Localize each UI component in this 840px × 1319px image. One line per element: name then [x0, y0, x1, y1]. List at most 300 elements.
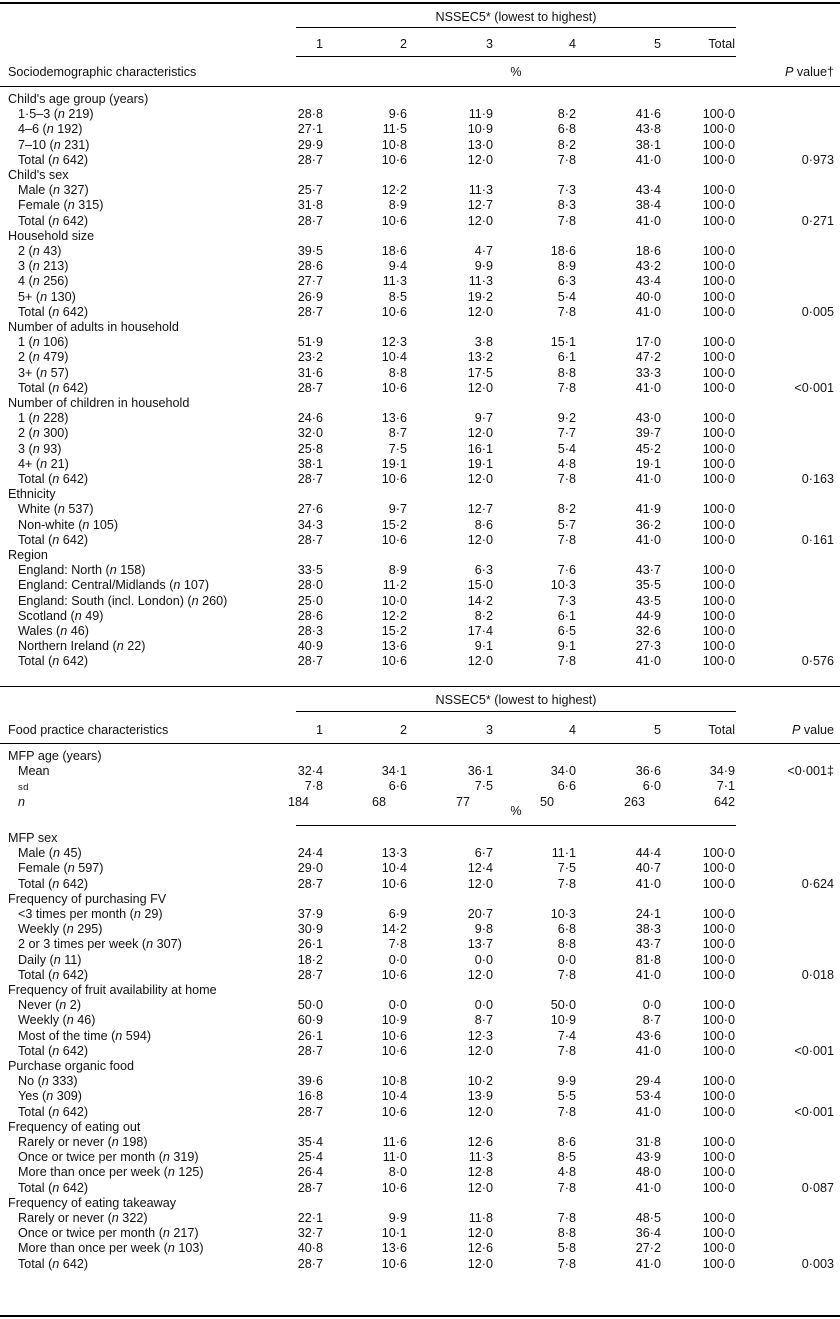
row-label: 2 or 3 times per week (n 307) [18, 937, 182, 952]
cell-value: 100·0 [702, 654, 735, 669]
cell-value: 100·0 [702, 1165, 735, 1180]
cell-value: 10·6 [381, 380, 407, 395]
cell-value: 12·0 [467, 967, 493, 982]
cell-value: 100·0 [702, 335, 735, 350]
cell-value: 18·6 [550, 244, 576, 258]
cell-value: 13·3 [381, 846, 407, 861]
cell-value: 32·0 [297, 426, 323, 441]
cell-value: 7·5 [557, 861, 576, 876]
cell-value: 14·2 [467, 593, 493, 608]
cell-value: 100·0 [702, 532, 735, 547]
cell-value: 10·8 [381, 1074, 407, 1089]
cell-value: 7·8 [557, 152, 576, 167]
row-label: More than once per week (n 103) [18, 1241, 204, 1256]
col2-header-4: 4 [568, 723, 576, 737]
cell-value: 26·1 [297, 937, 323, 952]
cell-value: 12·7 [467, 198, 493, 213]
cell-value: 7·8 [557, 654, 576, 669]
cell-value: 10·6 [381, 1043, 407, 1058]
cell-value: 41·0 [635, 472, 661, 486]
p-value: 0·271 [801, 213, 834, 228]
cell-value: 51·9 [297, 335, 323, 350]
cell-value: 35·5 [635, 578, 661, 593]
cell-value: 28·7 [297, 1256, 323, 1271]
cell-value: 13·0 [467, 137, 493, 152]
cell-value: 40·7 [635, 861, 661, 876]
cell-value: 7·6 [557, 563, 576, 578]
group-heading: Frequency of purchasing FV [8, 891, 167, 906]
cell-value: 28·8 [297, 107, 323, 122]
cell-value: 7·7 [557, 426, 576, 441]
cell-value: 26·9 [297, 289, 323, 304]
cell-value: 12·2 [381, 608, 407, 623]
group-heading: Frequency of eating takeaway [8, 1195, 177, 1210]
cell-value: 12·6 [467, 1135, 493, 1149]
row-label: Total (n 642) [18, 380, 89, 395]
cell-value: 34·1 [381, 764, 407, 779]
section2-top-rule [0, 686, 840, 687]
cell-value: 6·1 [557, 608, 576, 623]
row-label: Total (n 642) [18, 1256, 89, 1271]
cell-value: 6·1 [557, 350, 576, 365]
cell-value: 28·7 [297, 472, 323, 486]
cell-value: 77 [456, 794, 471, 809]
cell-value: 24·1 [635, 907, 661, 921]
cell-value: 10·6 [381, 654, 407, 669]
cell-value: 41·0 [635, 1256, 661, 1271]
cell-value: 8·6 [557, 1135, 576, 1149]
cell-value: 9·8 [474, 922, 493, 937]
cell-value: 7·8 [557, 472, 576, 486]
cell-value: 100·0 [702, 967, 735, 982]
percent-rule-2 [296, 825, 736, 826]
group-heading: Purchase organic food [8, 1059, 135, 1073]
cell-value: 5·4 [557, 289, 576, 304]
cell-value: 11·3 [382, 274, 407, 289]
cell-value: 100·0 [702, 152, 735, 167]
cell-value: 39·7 [635, 426, 661, 441]
cell-value: 11·8 [468, 1211, 493, 1225]
cell-value: 100·0 [702, 1135, 735, 1149]
cell-value: 25·4 [297, 1150, 323, 1165]
cell-value: 5·5 [557, 1089, 576, 1104]
cell-value: 100·0 [702, 365, 735, 380]
row-label: Rarely or never (n 322) [18, 1211, 148, 1225]
cell-value: 642 [713, 794, 735, 809]
p-value: <0·001 [794, 380, 834, 395]
p-value: 0·087 [801, 1180, 834, 1195]
cell-value: 100·0 [702, 380, 735, 395]
cell-value: 7·8 [557, 1104, 576, 1119]
unit-percent-2: % [510, 804, 522, 818]
cell-value: 43·0 [635, 411, 661, 426]
row-label: 2 (n 300) [18, 426, 69, 441]
cell-value: 100·0 [702, 350, 735, 365]
row-label: Weekly (n 46) [18, 1013, 96, 1028]
cell-value: 41·0 [635, 1104, 661, 1119]
cell-value: 28·7 [297, 532, 323, 547]
cell-value: 43·8 [635, 122, 661, 137]
row-label: Total (n 642) [18, 213, 89, 228]
row-label: 5+ (n 130) [18, 289, 76, 304]
cell-value: 28·0 [297, 578, 323, 593]
cell-value: 38·4 [635, 198, 661, 213]
cell-value: 100·0 [702, 198, 735, 213]
row-label: Rarely or never (n 198) [18, 1135, 148, 1149]
row-label: Non-white (n 105) [18, 517, 119, 532]
cell-value: 8·3 [557, 198, 576, 213]
cell-value: 9·9 [474, 259, 493, 274]
cell-value: 41·0 [635, 1043, 661, 1058]
cell-value: 7·8 [557, 1043, 576, 1058]
cell-value: 35·4 [297, 1135, 323, 1149]
cell-value: 15·2 [381, 624, 407, 638]
cell-value: 28·7 [297, 967, 323, 982]
row-label: Northern Ireland (n 22) [18, 639, 146, 654]
p-value: 0·163 [801, 472, 834, 486]
cell-value: 10·3 [550, 907, 576, 921]
cell-value: 4·8 [557, 1165, 576, 1180]
cell-value: 22·1 [297, 1211, 323, 1225]
cell-value: 18·2 [297, 952, 323, 967]
row-label: Total (n 642) [18, 1104, 89, 1119]
cell-value: 9·2 [557, 411, 576, 426]
cell-value: 28·7 [297, 304, 323, 319]
group-heading: Ethnicity [8, 487, 56, 502]
cell-value: 0·0 [474, 952, 493, 967]
cell-value: 43·7 [635, 937, 661, 952]
p-value: 0·973 [801, 152, 834, 167]
cell-value: 8·2 [557, 502, 576, 517]
cell-value: 12·2 [381, 183, 407, 198]
cell-value: 17·5 [467, 365, 493, 380]
group-heading: Child's sex [8, 168, 69, 182]
cell-value: 9·4 [388, 259, 407, 274]
cell-value: 100·0 [702, 411, 735, 426]
cell-value: 100·0 [702, 137, 735, 152]
cell-value: 50·0 [297, 998, 323, 1013]
unit-percent: % [510, 65, 522, 79]
cell-value: 13·6 [381, 1241, 407, 1256]
cell-value: 27·7 [297, 274, 323, 289]
cell-value: 0·0 [474, 998, 493, 1013]
cell-value: 40·9 [297, 639, 323, 654]
cell-value: 48·5 [635, 1211, 661, 1225]
row-label: Total (n 642) [18, 152, 89, 167]
group-heading: Frequency of fruit availability at home [8, 983, 217, 997]
cell-value: 11·2 [382, 578, 407, 593]
cell-value: 100·0 [702, 289, 735, 304]
cell-value: 13·7 [467, 937, 493, 952]
cell-value: 7·8 [557, 380, 576, 395]
cell-value: 28·7 [297, 1180, 323, 1195]
cell-value: 8·9 [388, 563, 407, 578]
col2-header-1: 1 [315, 723, 323, 737]
row-label: 1 (n 228) [18, 411, 69, 426]
row-label: Yes (n 309) [18, 1089, 82, 1104]
cell-value: 100·0 [702, 456, 735, 471]
cell-value: 37·9 [297, 907, 323, 921]
col-header-4: 4 [568, 37, 576, 51]
cell-value: 28·7 [297, 213, 323, 228]
cell-value: 13·6 [381, 411, 407, 426]
cell-value: 41·0 [635, 304, 661, 319]
cell-value: 100·0 [702, 517, 735, 532]
cell-value: 7·3 [557, 593, 576, 608]
cell-value: 38·1 [297, 456, 323, 471]
cell-value: 43·7 [635, 563, 661, 578]
header-bottom-rule [0, 86, 840, 87]
cell-value: 31·8 [635, 1135, 661, 1149]
row-label: No (n 333) [18, 1074, 78, 1089]
cell-value: 100·0 [702, 1028, 735, 1043]
cell-value: 11·1 [551, 846, 576, 861]
cell-value: 9·9 [388, 1211, 407, 1225]
cell-value: 28·7 [297, 1043, 323, 1058]
cell-value: 0·0 [642, 998, 661, 1013]
cell-value: 48·0 [635, 1165, 661, 1180]
cell-value: 8·9 [388, 198, 407, 213]
cell-value: 41·6 [635, 107, 661, 122]
cell-value: 12·0 [467, 1256, 493, 1271]
cell-value: 16·1 [467, 441, 493, 456]
cell-value: 8·8 [557, 1226, 576, 1241]
cell-value: 0·0 [388, 998, 407, 1013]
cell-value: 100·0 [702, 122, 735, 137]
cols-rule [296, 56, 736, 57]
cell-value: 100·0 [702, 304, 735, 319]
cell-value: 9·1 [474, 639, 493, 654]
cell-value: 10·6 [381, 1104, 407, 1119]
cell-value: 28·7 [297, 152, 323, 167]
row-label: Once or twice per month (n 319) [18, 1150, 199, 1165]
cell-value: 6·7 [474, 846, 493, 861]
cell-value: 100·0 [702, 563, 735, 578]
cell-value: 100·0 [702, 183, 735, 198]
cell-value: 28·6 [297, 608, 323, 623]
cell-value: 12·8 [467, 1165, 493, 1180]
cell-value: 8·7 [642, 1013, 661, 1028]
cell-value: 41·0 [635, 654, 661, 669]
cell-value: 10·6 [381, 967, 407, 982]
cell-value: 19·1 [467, 456, 493, 471]
cell-value: 10·9 [467, 122, 493, 137]
cell-value: 15·2 [381, 517, 407, 532]
cell-value: 8·7 [474, 1013, 493, 1028]
cell-value: 39·6 [297, 1074, 323, 1089]
row-label: <3 times per month (n 29) [18, 907, 163, 921]
cell-value: 8·5 [388, 289, 407, 304]
cell-value: 12·0 [467, 1180, 493, 1195]
cell-value: 8·7 [388, 426, 407, 441]
cell-value: 10·2 [467, 1074, 493, 1089]
row-label: England: North (n 158) [18, 563, 146, 578]
cell-value: 100·0 [702, 846, 735, 861]
cell-value: 12·0 [467, 1226, 493, 1241]
cell-value: 41·0 [635, 876, 661, 891]
group-heading: MFP age (years) [8, 749, 102, 763]
row-label: Female (n 315) [18, 198, 104, 213]
col-header-1: 1 [315, 37, 323, 51]
cell-value: 7·8 [557, 1180, 576, 1195]
cell-value: 100·0 [702, 107, 735, 122]
p-value: <0·001 [794, 1043, 834, 1058]
cell-value: 7·4 [557, 1028, 576, 1043]
cell-value: 30·9 [297, 922, 323, 937]
cell-value: 100·0 [702, 593, 735, 608]
cell-value: 5·4 [557, 441, 576, 456]
cell-value: 20·7 [467, 907, 493, 921]
cell-value: 28·3 [297, 624, 323, 638]
p-value: 0·003 [801, 1256, 834, 1271]
cell-value: 27·1 [297, 122, 323, 137]
row-label: England: Central/Midlands (n 107) [18, 578, 210, 593]
row-label: 4+ (n 21) [18, 456, 69, 471]
cell-value: 7·5 [388, 441, 407, 456]
row-label: 2 (n 43) [18, 244, 62, 258]
row-label: Total (n 642) [18, 654, 89, 669]
cell-value: 26·4 [297, 1165, 323, 1180]
row-label: Daily (n 11) [18, 952, 82, 967]
cell-value: 47·2 [635, 350, 661, 365]
bottom-rule [0, 1315, 840, 1317]
cell-value: 41·0 [635, 532, 661, 547]
cell-value: 29·4 [635, 1074, 661, 1089]
group-heading: Child's age group (years) [8, 92, 149, 106]
group-heading: Frequency of eating out [8, 1119, 141, 1134]
cell-value: 13·9 [467, 1089, 493, 1104]
cell-value: 8·8 [388, 365, 407, 380]
cell-value: 8·0 [388, 1165, 407, 1180]
cell-value: 7·8 [557, 532, 576, 547]
cell-value: 25·0 [297, 593, 323, 608]
cell-value: 7·8 [557, 1211, 576, 1225]
nssec-span-title: NSSEC5* (lowest to highest) [435, 10, 597, 24]
cell-value: 11·3 [468, 183, 493, 198]
cell-value: 6·8 [557, 922, 576, 937]
cell-value: 6·6 [388, 779, 407, 794]
cell-value: 7·8 [557, 967, 576, 982]
cell-value: 10·9 [550, 1013, 576, 1028]
p-value: <0·001‡ [787, 764, 834, 779]
cell-value: 24·4 [297, 846, 323, 861]
cell-value: 8·5 [557, 1150, 576, 1165]
cell-value: 43·4 [635, 183, 661, 198]
cell-value: 11·9 [468, 107, 493, 122]
cell-value: 15·0 [467, 578, 493, 593]
cell-value: 8·8 [557, 365, 576, 380]
cell-value: 10·6 [381, 472, 407, 486]
cell-value: 12·0 [467, 472, 493, 486]
col-header-3: 3 [485, 37, 493, 51]
cell-value: 10·1 [381, 1226, 407, 1241]
cell-value: 10·4 [381, 1089, 407, 1104]
cell-value: 29·9 [297, 137, 323, 152]
row-label: Most of the time (n 594) [18, 1028, 152, 1043]
cell-value: 12·0 [467, 213, 493, 228]
cell-value: 15·1 [550, 335, 576, 350]
cell-value: 41·0 [635, 380, 661, 395]
row-label: 3 (n 93) [18, 441, 62, 456]
cell-value: 100·0 [702, 1241, 735, 1256]
cell-value: 34·9 [709, 764, 735, 779]
cell-value: 41·0 [635, 152, 661, 167]
cell-value: 5·8 [557, 1241, 576, 1256]
cell-value: 12·0 [467, 876, 493, 891]
row-label: More than once per week (n 125) [18, 1165, 204, 1180]
cell-value: 19·1 [381, 456, 407, 471]
col2-header-3: 3 [485, 723, 493, 737]
cell-value: 7·3 [557, 183, 576, 198]
cell-value: 68 [372, 794, 387, 809]
cell-value: 53·4 [635, 1089, 661, 1104]
cell-value: 263 [624, 794, 646, 809]
cell-value: 7·5 [474, 779, 493, 794]
p-value: 0·018 [801, 967, 834, 982]
cell-value: 43·5 [635, 593, 661, 608]
cell-value: 100·0 [702, 1256, 735, 1271]
cell-value: 9·7 [388, 502, 407, 517]
cell-value: 0·0 [557, 952, 576, 967]
cell-value: 41·0 [635, 967, 661, 982]
p-value: 0·005 [801, 304, 834, 319]
row-label: sd [18, 782, 29, 794]
group-heading: Household size [8, 228, 95, 243]
cell-value: 17·0 [635, 335, 661, 350]
cell-value: 100·0 [702, 426, 735, 441]
cell-value: 11·6 [382, 1135, 407, 1149]
cell-value: 18·6 [381, 244, 407, 258]
row-label: Mean [18, 764, 50, 779]
cell-value: 12·0 [467, 304, 493, 319]
cell-value: 11·5 [382, 122, 407, 137]
cell-value: 28·7 [297, 876, 323, 891]
cell-value: 50 [540, 794, 555, 809]
row-label: White (n 537) [18, 502, 94, 517]
cell-value: 12·3 [467, 1028, 493, 1043]
row-label: Total (n 642) [18, 967, 89, 982]
top-rule [0, 2, 840, 4]
cell-value: 7·8 [557, 304, 576, 319]
row-label: Total (n 642) [18, 304, 89, 319]
cell-value: 10·3 [550, 578, 576, 593]
cell-value: 100·0 [702, 1043, 735, 1058]
cell-value: 100·0 [702, 998, 735, 1013]
cell-value: 41·0 [635, 213, 661, 228]
cell-value: 32·6 [635, 624, 661, 638]
cell-value: 10·6 [381, 532, 407, 547]
cell-value: 12·3 [381, 335, 407, 350]
row-label: Scotland (n 49) [18, 608, 104, 623]
cell-value: 33·5 [297, 563, 323, 578]
cell-value: 10·6 [381, 1256, 407, 1271]
cell-value: 8·9 [557, 259, 576, 274]
row-label: Weekly (n 295) [18, 922, 103, 937]
cell-value: 6·3 [557, 274, 576, 289]
cell-value: 25·8 [297, 441, 323, 456]
cell-value: 29·0 [297, 861, 323, 876]
cell-value: 43·4 [635, 274, 661, 289]
cell-value: 100·0 [702, 876, 735, 891]
cell-value: 7·8 [388, 937, 407, 952]
cell-value: 10·6 [381, 876, 407, 891]
row-label: Total (n 642) [18, 532, 89, 547]
cell-value: 12·7 [467, 502, 493, 517]
cell-value: 6·3 [474, 563, 493, 578]
cell-value: 7·8 [557, 1256, 576, 1271]
cell-value: 100·0 [702, 274, 735, 289]
cell-value: 17·4 [467, 624, 493, 638]
